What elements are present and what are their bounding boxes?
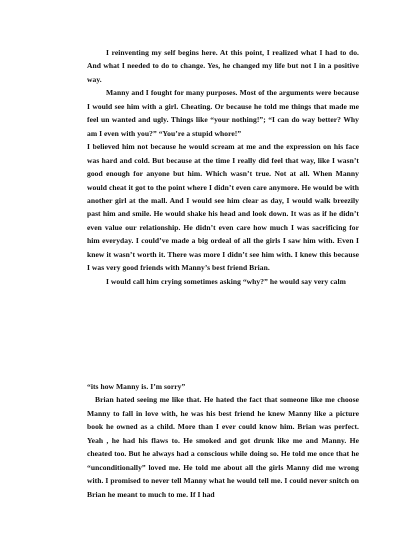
- paragraph: “its how Manny is. I’m sorry”: [87, 382, 186, 391]
- paragraph: I would call him crying sometimes asking “why?” he would say very calm: [106, 276, 346, 286]
- paragraph: I reinventing my self begins here. At this point, I realized what I had to do. And what I needed to do to change. Yes, he changed my life but not I in a positive way.: [87, 48, 359, 84]
- paragraph: Brian hated seeing me like that. He hated the fact that someone like me choose Manny to fall in love with, he was his best friend he knew Manny like a picture book he owned as a child. More than I ever could know him. Brian was perfect. Yeah , he had his flaws to. He smoked and got drunk like me and Manny. He cheated too. But he always had a conscious while doing so. He told me once that he “unconditionally” loved me. He told me about all the girls Manny did me wrong with. I promised to never tell Manny what he would tell me. I could never snitch on Brian he meant to much to me. If I had: [87, 395, 359, 499]
- text-block-top: [87, 46, 359, 288]
- paragraph: Manny and I fought for many purposes. Most of the arguments were because I would see him with a girl. Cheating. Or because he told me things that made me feel un wanted and ugly. Things like “your nothing!”; “I can do way better? Why am I even with you?” “You’re a stupid whore!”: [87, 88, 359, 138]
- text-block-bottom: [87, 380, 359, 501]
- paragraph: I believed him not because he would scream at me and the expression on his face was hard and cold. But because at the time I really did feel that way, like I wasn’t good enough for anyone but him. Which wasn’t true. Not at all. When Manny would cheat it got to the point where I didn’t even care anymore. He would be with another girl at the mall. And I would see him clear as day, I would walk breezily past him and smile. He would shake his head and look down. It was as if he didn’t even value our relationship. He didn’t even care how much I was sacrificing for him everyday. I could’ve made a big ordeal of all the girls I saw him with. Even I knew it wasn’t worth it. There was more I didn’t see him with. I knew this because I was very good friends with Manny’s best friend Brian.: [87, 142, 359, 273]
